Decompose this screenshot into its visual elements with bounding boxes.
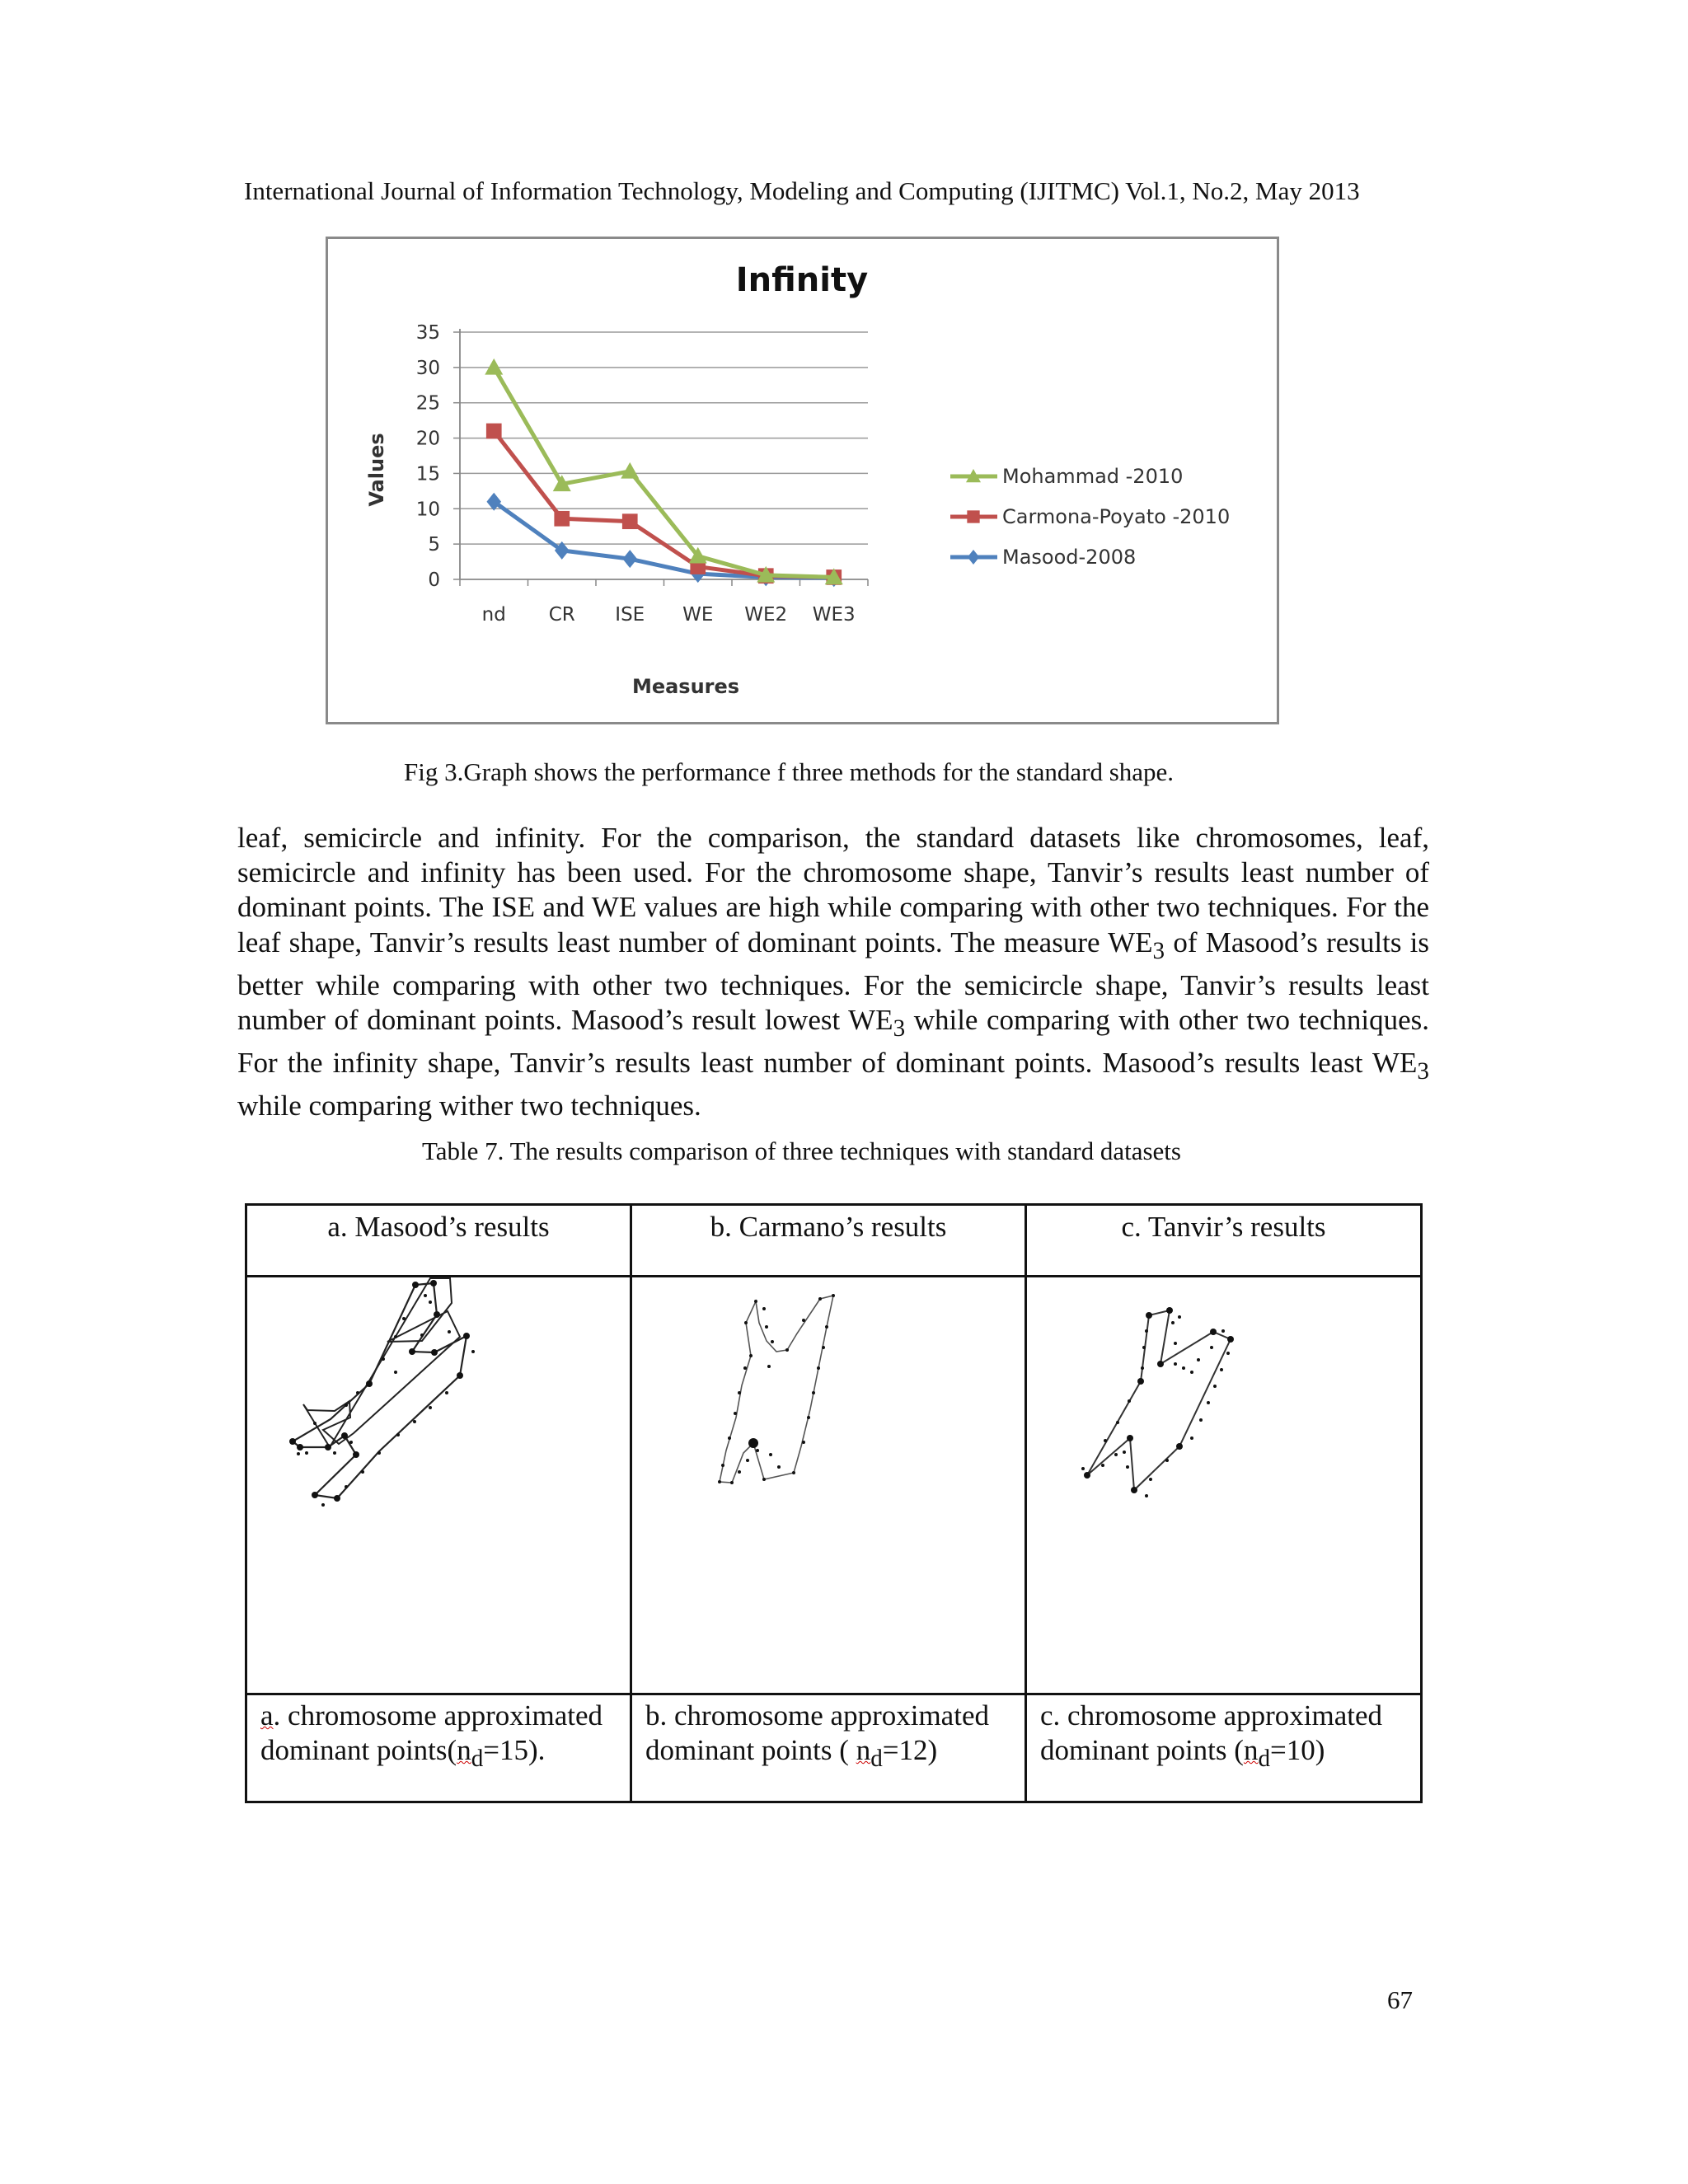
shape-cell-tanvir <box>1026 1277 1422 1694</box>
data-point <box>485 359 503 375</box>
legend-marker <box>967 510 979 523</box>
header-masood: a. Masood’s results <box>246 1205 631 1277</box>
caption-subscript: d <box>870 1746 883 1772</box>
chart-legend <box>950 465 1230 569</box>
subscript-3: 3 <box>1417 1058 1429 1085</box>
caption-subscript: d <box>1258 1746 1271 1772</box>
x-tick-label: WE3 <box>812 604 856 626</box>
caption-text: . chromosome approximated dominant points( <box>260 1699 603 1766</box>
chromosome-shape-masood <box>247 1277 631 1685</box>
x-tick-label: CR <box>548 604 575 626</box>
caption-masood <box>246 1694 631 1802</box>
x-tick-label: ISE <box>615 604 645 626</box>
caption-text: . chromosome approximated dominant points ( <box>1040 1699 1383 1766</box>
page-number: 67 <box>1387 1985 1413 2014</box>
y-axis-label: Values <box>365 433 388 507</box>
running-header: International Journal of Information Technology, Modeling and Computing (IJITMC) Vol.1, No.2, May 2013 <box>244 176 1360 205</box>
legend-label: Carmona-Poyato -2010 <box>1002 505 1231 528</box>
line-chart <box>328 239 1277 722</box>
x-axis-label: Measures <box>631 675 740 698</box>
data-point <box>554 511 570 527</box>
caption-tanvir <box>1026 1694 1422 1802</box>
chart-series <box>485 359 843 587</box>
caption-n: n <box>1243 1734 1259 1766</box>
legend-entry <box>950 505 1230 528</box>
series-masood-2008 <box>486 493 841 588</box>
y-tick-label: 35 <box>415 322 440 344</box>
x-tick-label: WE <box>682 604 714 626</box>
y-tick-label: 15 <box>415 463 440 485</box>
shape-cell-masood <box>246 1277 631 1694</box>
data-point <box>622 513 638 529</box>
header-carmano: b. Carmano’s results <box>631 1205 1026 1277</box>
legend-entry <box>950 546 1136 569</box>
caption-prefix: c <box>1040 1699 1053 1732</box>
shape-cell-carmano <box>631 1277 1026 1694</box>
caption-text: . chromosome approximated dominant points ( <box>645 1699 989 1766</box>
legend-label: Mohammad -2010 <box>1002 465 1184 488</box>
table-shape-row <box>246 1277 1422 1694</box>
caption-text-end: =12) <box>882 1734 938 1766</box>
legend-marker <box>968 550 979 565</box>
y-tick-label: 30 <box>415 357 440 379</box>
caption-carmano <box>631 1694 1026 1802</box>
legend-label: Masood-2008 <box>1002 546 1137 569</box>
body-text-1: leaf, semicircle and infinity. For the comparison, the standard datasets like chromosomes, leaf, semicircle and infinity has been used. For the chromosome shape, Tanvir’s results least number of dominant points. The ISE and WE values are high while comparing with other two techniques. For the leaf shape, Tanvir’s results least number of dominant points. The measure WE <box>237 822 1429 958</box>
body-text-4: while comparing wither two techniques. <box>237 1090 701 1122</box>
subscript-3: 3 <box>1152 937 1165 964</box>
table-caption: Table 7. The results comparison of three techniques with standard datasets <box>422 1137 1181 1165</box>
y-tick-label: 5 <box>428 534 440 556</box>
x-tick-labels <box>482 604 856 626</box>
table-caption-row <box>246 1694 1422 1802</box>
table-header-row <box>246 1205 1422 1277</box>
data-point <box>622 550 637 568</box>
data-point <box>486 424 502 439</box>
chart-title: Infinity <box>735 261 869 299</box>
body-text-2: of Masood’s results is better while comparing with other two techniques. For the semicircle shape, Tanvir’s results least number of dominant points. Masood’s result lowest WE <box>237 926 1430 1037</box>
chart-figure <box>326 237 1279 724</box>
caption-text-end: =15). <box>483 1734 546 1766</box>
y-tick-label: 25 <box>415 392 440 415</box>
x-tick-label: nd <box>481 604 506 626</box>
caption-prefix: a <box>260 1699 274 1732</box>
legend-entry <box>950 465 1183 488</box>
figure-caption: Fig 3.Graph shows the performance f three methods for the standard shape. <box>404 757 1175 786</box>
y-tick-label: 20 <box>415 428 440 450</box>
caption-subscript: d <box>471 1746 484 1772</box>
chromosome-shape-carmano <box>632 1277 1025 1685</box>
subscript-3: 3 <box>893 1015 906 1043</box>
results-table <box>245 1203 1423 1803</box>
caption-text-end: =10) <box>1270 1734 1325 1766</box>
chromosome-shape-tanvir <box>1027 1277 1421 1685</box>
caption-prefix: b <box>645 1699 660 1732</box>
caption-n: n <box>856 1734 871 1766</box>
x-tick-label: WE2 <box>744 604 788 626</box>
data-point <box>486 493 501 511</box>
header-tanvir: c. Tanvir’s results <box>1026 1205 1422 1277</box>
y-tick-label: 0 <box>428 569 440 591</box>
caption-n: n <box>457 1734 471 1766</box>
body-paragraph <box>237 821 1429 1124</box>
body-text-3: while comparing with other two techniques. For the infinity shape, Tanvir’s results least number of dominant points. Masood’s results least WE <box>237 1004 1429 1080</box>
series-mohammad-2010 <box>485 359 843 584</box>
y-tick-labels <box>416 322 440 591</box>
y-tick-label: 10 <box>415 499 440 521</box>
